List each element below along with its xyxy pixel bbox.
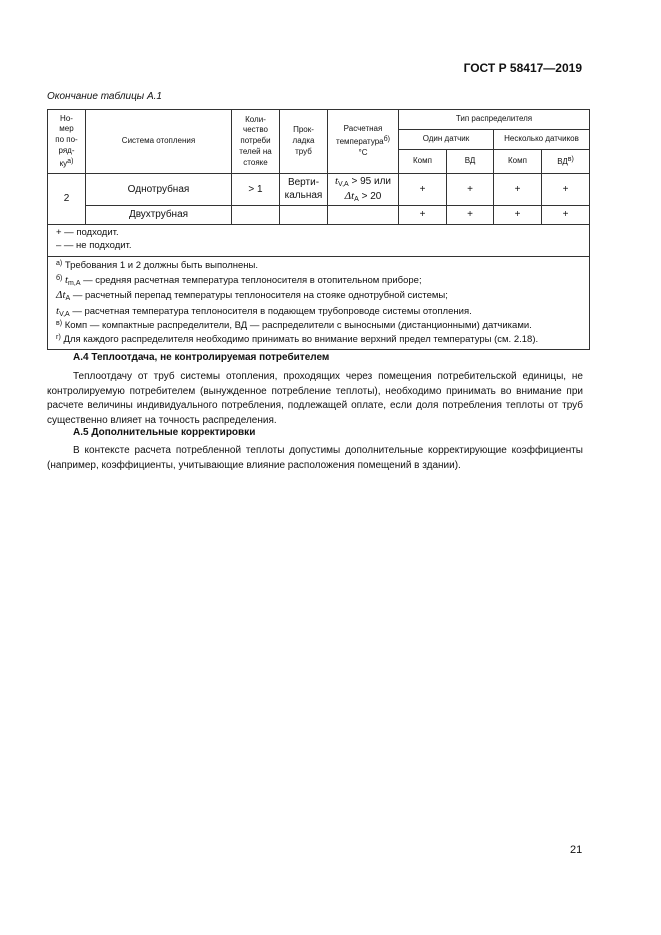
row1-temperature: $t_{V,A} > 95$ или $\Delta t_A > 20$ — [328, 174, 399, 206]
table-caption: Окончание таблицы А.1 — [47, 91, 162, 102]
header-vd-1: ВД — [447, 150, 494, 174]
row2-mark-2: + — [447, 205, 494, 224]
header-komp-1: Комп — [399, 150, 447, 174]
row2-system: Двухтрубная — [86, 205, 232, 224]
row1-mark-1: + — [399, 174, 447, 206]
page-number: 21 — [570, 844, 583, 856]
row2-mark-3: + — [494, 205, 542, 224]
document-header: ГОСТ Р 58417—2019 — [463, 61, 582, 75]
row1-mark-2: + — [447, 174, 494, 206]
header-distributor-type: Тип распределителя — [399, 110, 590, 130]
row1-mark-4: + — [542, 174, 590, 206]
section-a5-title: А.5 Дополнительные корректировки — [73, 427, 256, 438]
row2-quantity — [232, 205, 280, 224]
distributor-table — [47, 109, 590, 350]
row1-pipe: Верти- кальная — [280, 174, 328, 206]
header-vd-2: ВДв) — [542, 150, 590, 174]
section-a5-text: В контексте расчета потребленной теплоты допустимы дополнительные корректирующие коэффициенты (например, коэффициенты, учитывающие влияние расположения помещений в здании). — [47, 445, 583, 471]
header-system: Система отопления — [86, 110, 232, 174]
header-one-sensor: Один датчик — [399, 130, 494, 150]
row2-mark-4: + — [542, 205, 590, 224]
table-legend: + — подходит. – — не подходит. — [48, 224, 590, 256]
row-number: 2 — [48, 174, 86, 225]
header-quantity: Коли- чество потреби телей на стояке — [232, 110, 280, 174]
section-a4-text: Теплоотдачу от труб системы отопления, проходящих через помещения потребительской единицы, не контролируемую потребителем (вынужденное потребление теплоты), необходимо принимать во внимание при расчете величины индивидуального потребления, подлежащей оплате, если доля потребления теплоты от труб существенно влияет на точность распределения. — [47, 371, 583, 426]
header-temperature: Расчетная температураб) °С — [328, 110, 399, 174]
header-pipe-laying: Прок- ладка труб — [280, 110, 328, 174]
row2-mark-1: + — [399, 205, 447, 224]
row2-temperature — [328, 205, 399, 224]
header-number: Но- мер по по- ряд- куа) — [48, 110, 86, 174]
header-multi-sensor: Несколько датчиков — [494, 130, 590, 150]
header-komp-2: Комп — [494, 150, 542, 174]
section-a4-title: А.4 Теплоотдача, не контролируемая потребителем — [73, 352, 330, 363]
row1-mark-3: + — [494, 174, 542, 206]
row1-quantity: > 1 — [232, 174, 280, 206]
row1-system: Однотрубная — [86, 174, 232, 206]
row2-pipe — [280, 205, 328, 224]
table-footnotes: $^{а)}$ Требования 1 и 2 должны быть выполнены. $^{б)}$ $t_{m,A}$ — средняя расчетная температура теплоносителя в отопительном приборе; $\Delta t_A$ — расчетный перепад температуры теплоносителя на стояке однотрубной системы; $t_{V,A}$ — расчетная температура теплоносителя в подающем трубопроводе системы отопления. $^{в)}$ Комп — компактные распределители, ВД — распределители с выносными (дистанционными) датчиками. $^{г)}$ Для каждого распределителя необходимо принимать во внимание верхний предел температуры (см. 2.18). — [48, 256, 590, 349]
